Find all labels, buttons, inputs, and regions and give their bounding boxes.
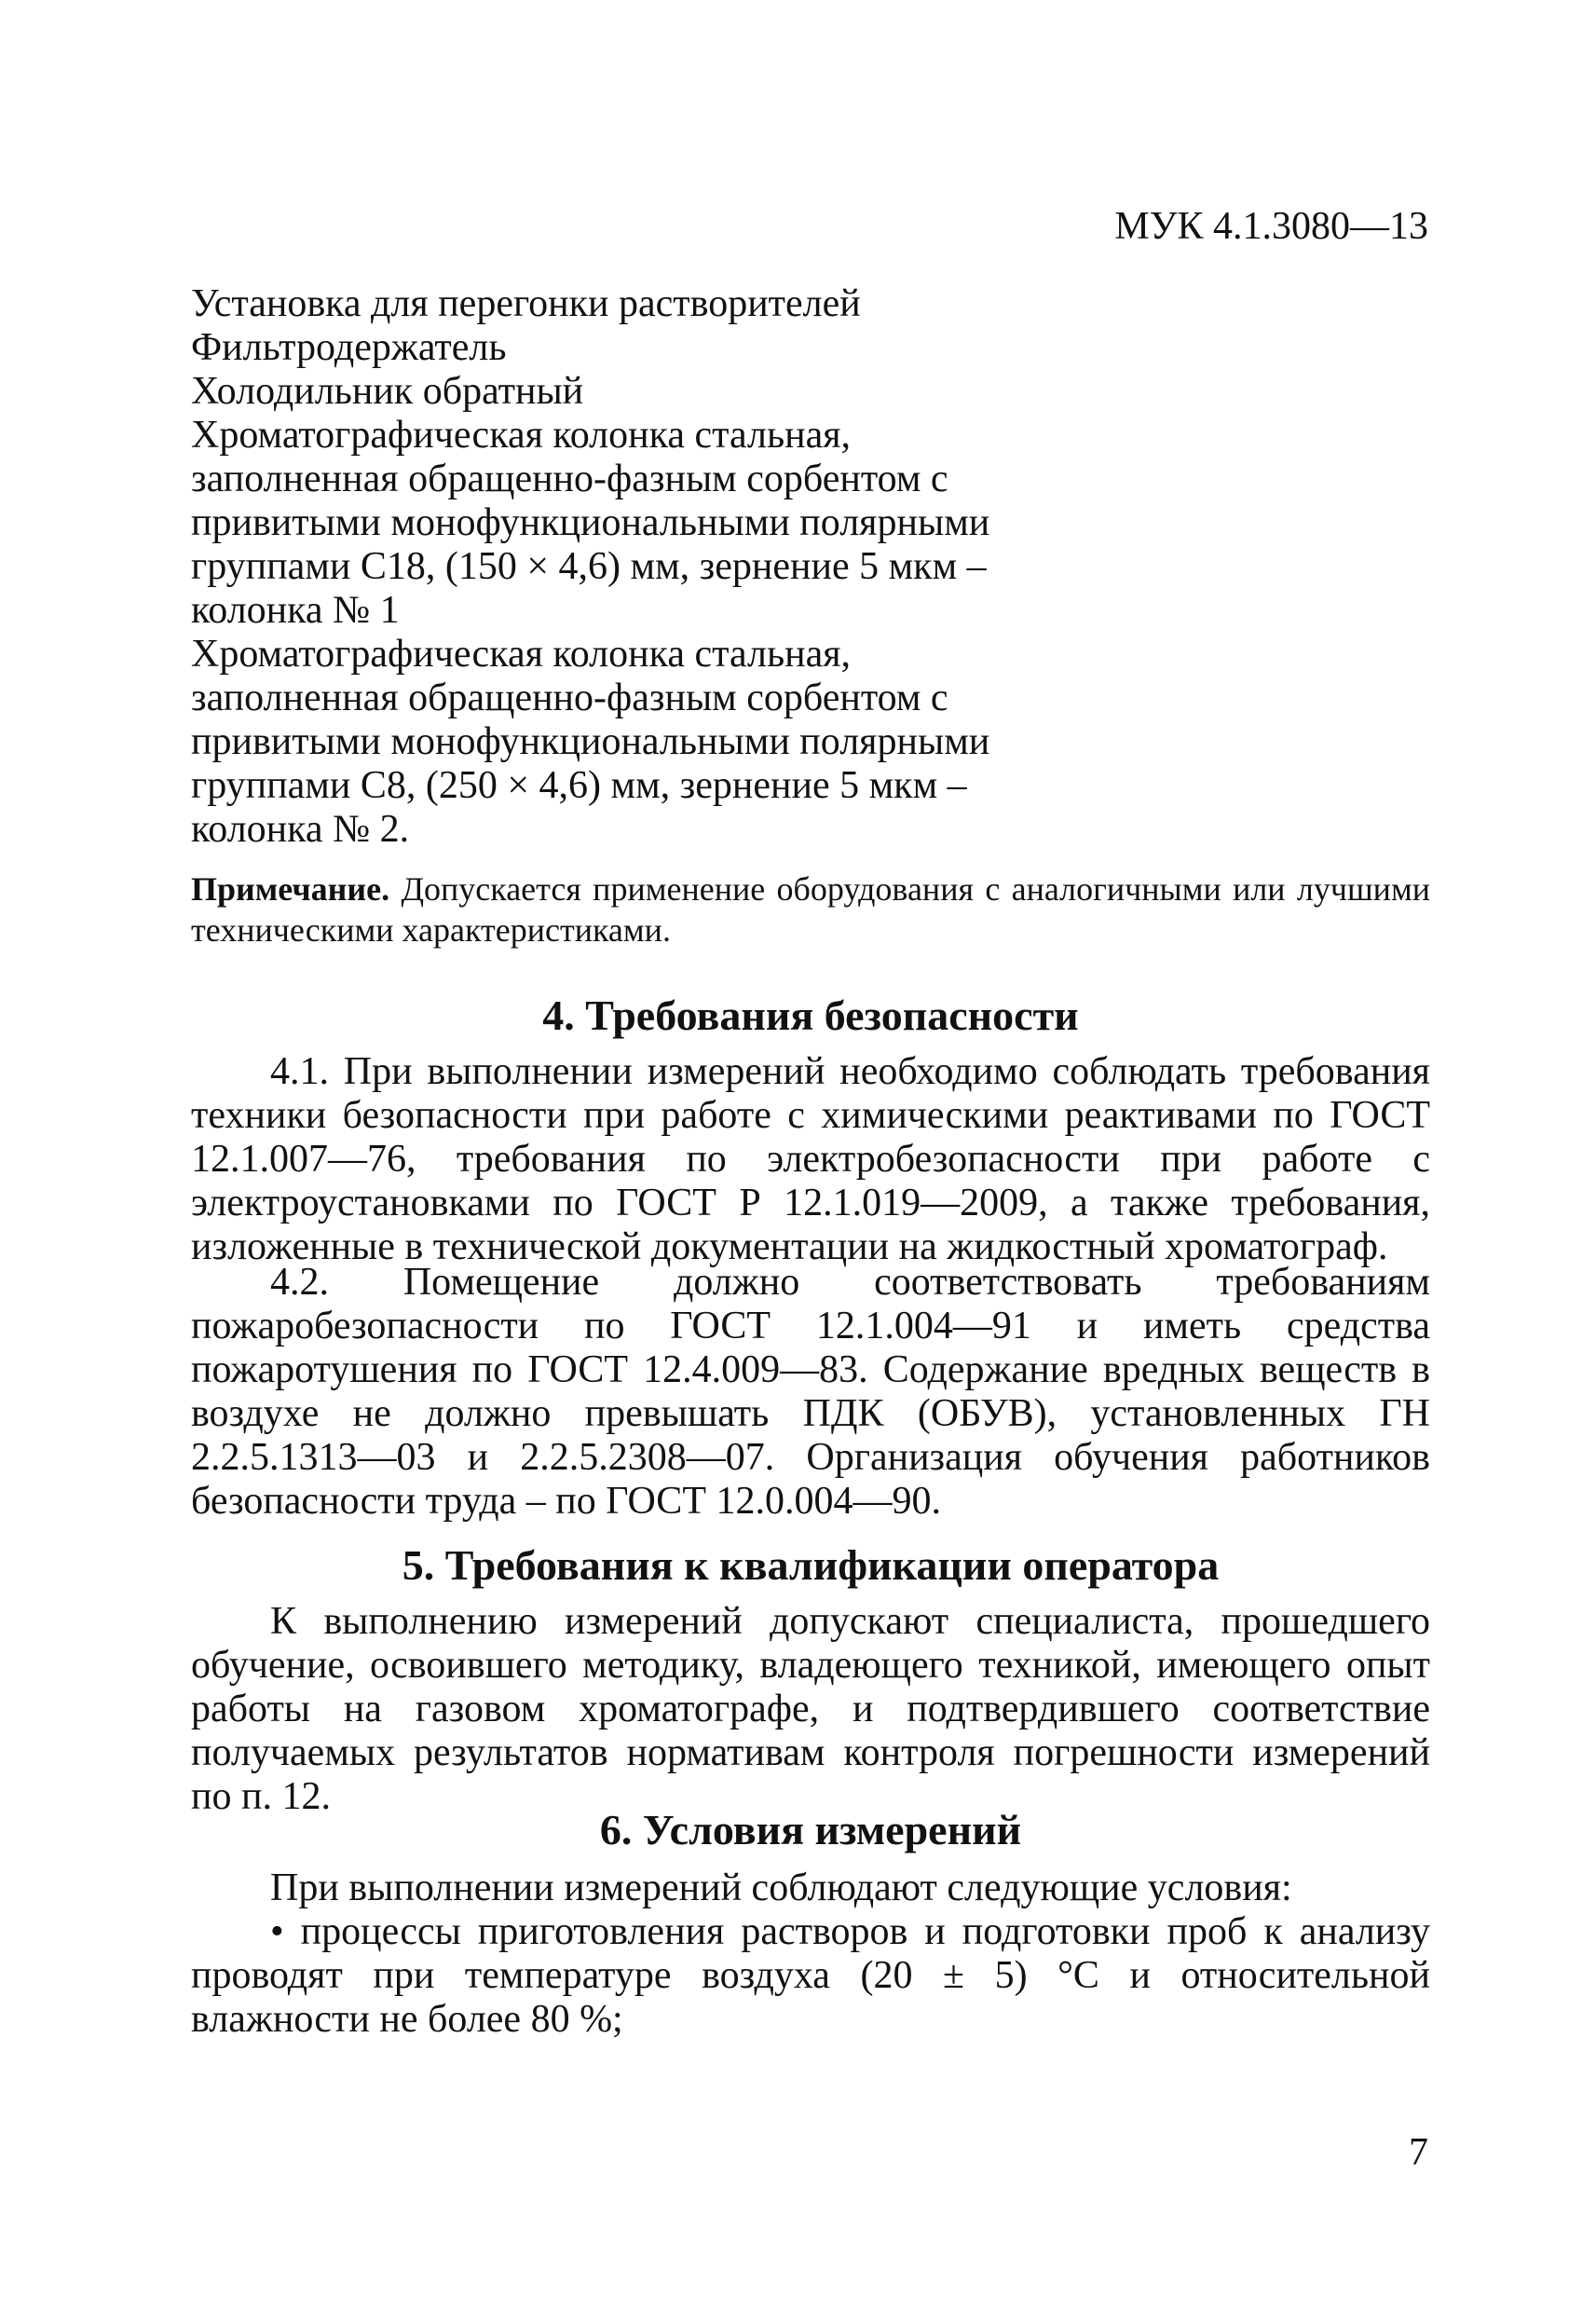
equipment-item: Фильтродержатель [191,326,507,369]
document-code: МУК 4.1.3080—13 [1114,205,1428,248]
section-4-paragraph-1: 4.1. При выполнении измерений необходимо соблюдать требования техники безопасности при работе с химическими реактивами по ГОСТ 12.1.007—76, требования по электробезопасности при работе с электроустановками по ГОСТ Р 12.1.019—2009, а также требования, изложенные в технической документации на жидкостный хроматограф. [191,1050,1430,1268]
section-6-intro: При выполнении измерений соблюдают следующие условия: [270,1867,1292,1909]
section-4-paragraph-2: 4.2. Помещение должно соответствовать требованиям пожаробезопасности по ГОСТ 12.1.004—91 и иметь средства пожаротушения по ГОСТ 12.4.009—83. Содержание вредных веществ в воздухе не должно превышать ПДК (ОБУВ), установленных ГН 2.2.5.1313—03 и 2.2.5.2308—07. Организация обучения работников безопасности труда – по ГОСТ 12.0.004—90. [191,1261,1430,1523]
section-5-paragraph-1: К выполнению измерений допускают специалиста, прошедшего обучение, освоившего методику, владеющего техникой, имеющего опыт работы на газовом хроматографе, и подтвердившего соответствие получаемых результатов нормативам контроля погрешности измерений по п. 12. [191,1600,1430,1818]
equipment-item: Хроматографическая колонка стальная, заполненная обращенно-фазным сорбентом с привитыми монофункциональными полярными группами C8, (250 × 4,6) мм, зернение 5 мкм – колонка № 2. [191,633,990,851]
section-6-heading: 6. Условия измерений [599,1806,1022,1853]
section-4-heading: 4. Требования безопасности [542,991,1079,1039]
equipment-item: Холодильник обратный [191,370,584,413]
equipment-list [191,282,992,852]
equipment-item: Установка для перегонки растворителей [191,282,861,325]
equipment-note [191,868,1430,950]
section-5-heading: 5. Требования к квалификации оператора [402,1541,1220,1589]
page-number: 7 [1409,2131,1428,2174]
note-text: Допускается применение оборудования с аналогичными или лучшими техническими характеристиками. [191,870,1430,949]
equipment-item: Хроматографическая колонка стальная, заполненная обращенно-фазным сорбентом с привитыми монофункциональными полярными группами C18, (150 × 4,6) мм, зернение 5 мкм – колонка № 1 [191,414,990,632]
note-label: Примечание. [191,870,390,908]
section-6-bullet: • процессы приготовления растворов и подготовки проб к анализу проводят при температуре воздуха (20 ± 5) °С и относительной влажности не более 80 %; [191,1910,1430,2041]
